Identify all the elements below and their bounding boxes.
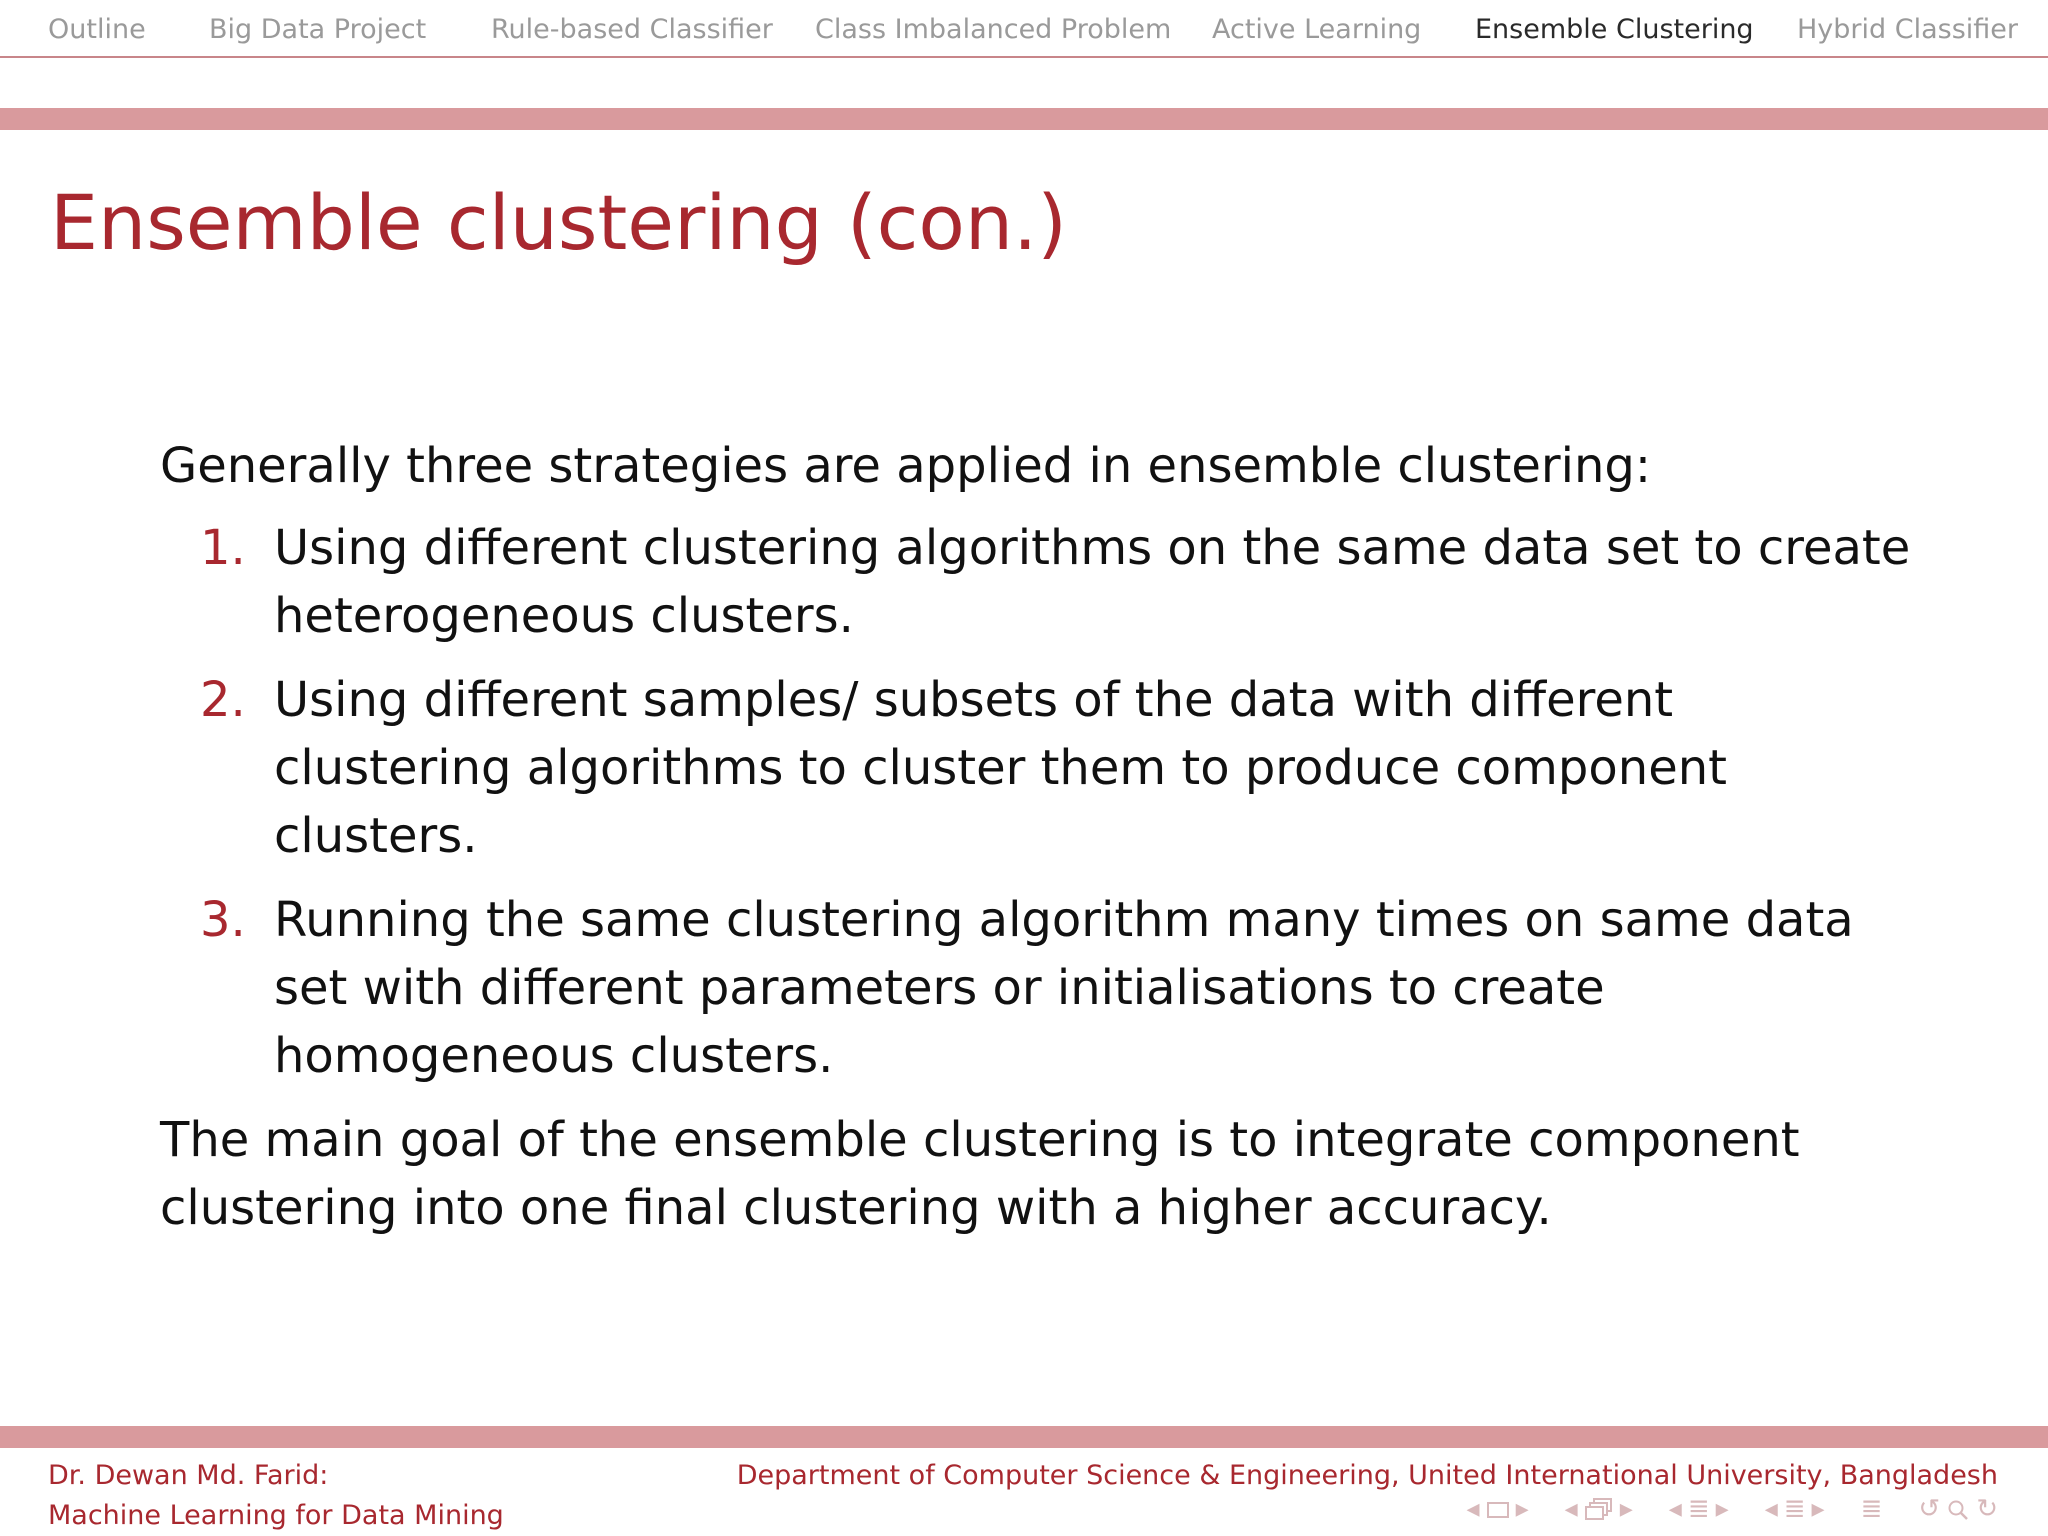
list-number: 3. (200, 892, 246, 948)
header-band (0, 108, 2048, 130)
forward-icon[interactable]: ↻ (1976, 1494, 1998, 1524)
nav-item-ensemble-clustering[interactable]: Ensemble Clustering (1475, 14, 1754, 45)
prev-subsection-arrow-icon[interactable]: ◂ (1668, 1494, 1682, 1524)
nav-item-class-imbalanced-problem[interactable]: Class Imbalanced Problem (815, 14, 1172, 45)
list-item (200, 666, 1920, 870)
intro-text: Generally three strategies are applied in ensemble clustering: (160, 438, 1651, 494)
slide-title: Ensemble clustering (con.) (50, 178, 1067, 267)
beamer-navigation-controls (1467, 1492, 1998, 1526)
list-number: 2. (200, 672, 246, 728)
slide-content (160, 432, 1920, 1242)
footer-left (48, 1456, 504, 1536)
back-icon[interactable]: ↺ (1918, 1494, 1941, 1524)
footer-talk-title: Machine Learning for Data Mining (48, 1500, 504, 1531)
next-subsection-arrow-icon[interactable]: ▸ (1715, 1494, 1729, 1524)
footer-author: Dr. Dewan Md. Farid: (48, 1460, 329, 1491)
next-frame-arrow-icon[interactable]: ▸ (1619, 1494, 1633, 1524)
next-section-arrow-icon[interactable]: ▸ (1811, 1494, 1825, 1524)
list-item-text: Running the same clustering algorithm many times on same data set with different parameters or initialisations to create homogeneous clusters. (274, 892, 1854, 1084)
list-item (200, 886, 1920, 1090)
conclusion-text: The main goal of the ensemble clustering is to integrate component clustering into one final clustering with a higher accuracy. (160, 1112, 1800, 1236)
footer-affiliation: Department of Computer Science & Engineering, United International University, Bangladesh (736, 1460, 1998, 1491)
list-number: 1. (200, 520, 246, 576)
frame-icon[interactable] (1584, 1494, 1614, 1524)
prev-frame-arrow-icon[interactable]: ◂ (1564, 1494, 1578, 1524)
subsection-icon[interactable]: ≣ (1687, 1494, 1710, 1524)
slide-icon[interactable] (1486, 1494, 1510, 1524)
nav-item-hybrid-classifier[interactable]: Hybrid Classifier (1797, 14, 2018, 45)
strategy-list (160, 514, 1920, 1090)
prev-slide-arrow-icon[interactable]: ◂ (1466, 1494, 1480, 1524)
prev-section-arrow-icon[interactable]: ◂ (1764, 1494, 1778, 1524)
nav-item-active-learning[interactable]: Active Learning (1212, 14, 1422, 45)
section-icon[interactable]: ≣ (1783, 1494, 1806, 1524)
section-navigation (0, 0, 2048, 58)
list-item (200, 514, 1920, 650)
document-icon[interactable]: ≣ (1860, 1494, 1883, 1524)
search-icon[interactable] (1946, 1494, 1970, 1524)
footer-band (0, 1426, 2048, 1448)
list-item-text: Using different samples/ subsets of the data with different clustering algorithms to cluster them to produce component clusters. (274, 672, 1727, 864)
nav-item-rule-based-classifier[interactable]: Rule-based Classifier (491, 14, 773, 45)
next-slide-arrow-icon[interactable]: ▸ (1515, 1494, 1529, 1524)
nav-item-outline[interactable]: Outline (48, 14, 146, 45)
nav-item-big-data-project[interactable]: Big Data Project (209, 14, 427, 45)
list-item-text: Using different clustering algorithms on the same data set to create heterogeneous clusters. (274, 520, 1911, 644)
